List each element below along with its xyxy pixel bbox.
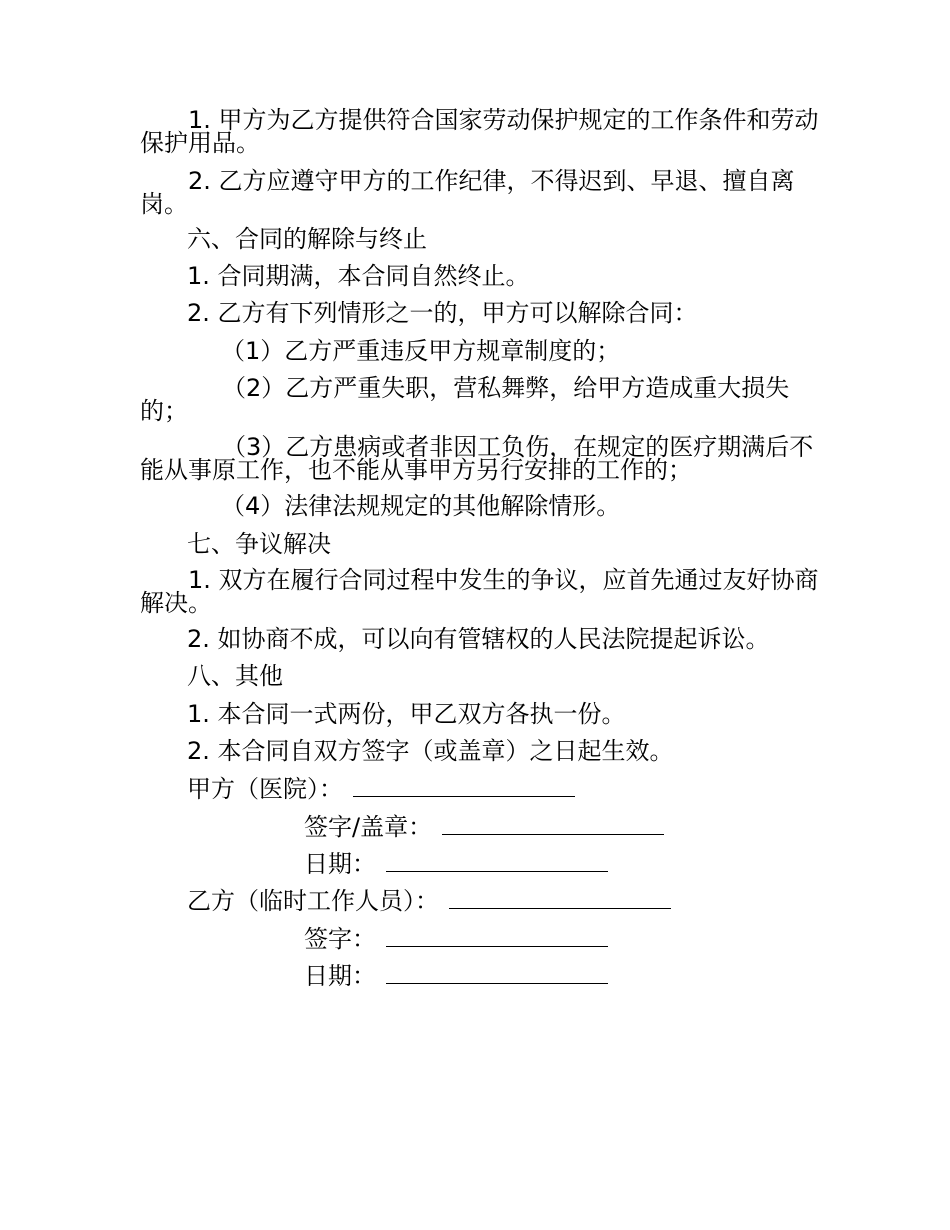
clause-copies: 1. 本合同一式两份，甲乙双方各执一份。 — [187, 700, 626, 728]
termination-item-3: （3）乙方患病或者非因工负伤，在规定的医疗期满后不能从事原工作，也不能从事甲方另行安排的工作的； — [140, 433, 814, 484]
clause-dispute-litigation: 2. 如协商不成，可以向有管辖权的人民法院提起诉讼。 — [187, 625, 770, 653]
clause-effective-date: 2. 本合同自双方签字（或盖章）之日起生效。 — [187, 737, 674, 765]
party-a-label: 甲方（医院）： — [187, 775, 343, 803]
clause-contract-expiry: 1. 合同期满，本合同自然终止。 — [187, 262, 530, 290]
party-a-date-line — [304, 851, 608, 876]
party-b-sign-line — [304, 926, 608, 951]
party-b-date-line — [304, 963, 608, 988]
section-heading-other: 八、其他 — [187, 662, 283, 690]
clause-work-discipline: 2. 乙方应遵守甲方的工作纪律，不得迟到、早退、擅自离岗。 — [140, 167, 795, 218]
section-heading-disputes: 七、争议解决 — [187, 530, 331, 558]
party-b-label: 乙方（临时工作人员）： — [187, 887, 439, 915]
termination-item-4: （4）法律法规规定的其他解除情形。 — [221, 492, 621, 520]
party-a-date-label: 日期： — [304, 850, 376, 878]
party-b-line — [187, 888, 671, 913]
clause-dispute-negotiation: 1. 双方在履行合同过程中发生的争议，应首先通过友好协商解决。 — [140, 566, 819, 617]
section-heading-termination: 六、合同的解除与终止 — [187, 225, 427, 253]
party-a-line — [187, 776, 575, 801]
clause-labor-protection: 1. 甲方为乙方提供符合国家劳动保护规定的工作条件和劳动保护用品。 — [140, 106, 819, 157]
termination-item-2: （2）乙方严重失职，营私舞弊，给甲方造成重大损失的； — [140, 374, 790, 425]
termination-item-1: （1）乙方严重违反甲方规章制度的； — [221, 337, 621, 365]
party-b-sign-label: 签字： — [304, 925, 376, 953]
party-a-sign-blank[interactable] — [442, 814, 664, 835]
party-a-blank[interactable] — [353, 776, 575, 797]
clause-termination-conditions: 2. 乙方有下列情形之一的，甲方可以解除合同： — [187, 299, 698, 327]
party-a-date-blank[interactable] — [386, 851, 608, 872]
party-b-blank[interactable] — [449, 888, 671, 909]
party-b-date-label: 日期： — [304, 962, 376, 990]
party-b-date-blank[interactable] — [386, 963, 608, 984]
party-b-sign-blank[interactable] — [386, 926, 608, 947]
party-a-sign-label: 签字/盖章： — [304, 813, 433, 841]
party-a-sign-line — [304, 814, 664, 839]
